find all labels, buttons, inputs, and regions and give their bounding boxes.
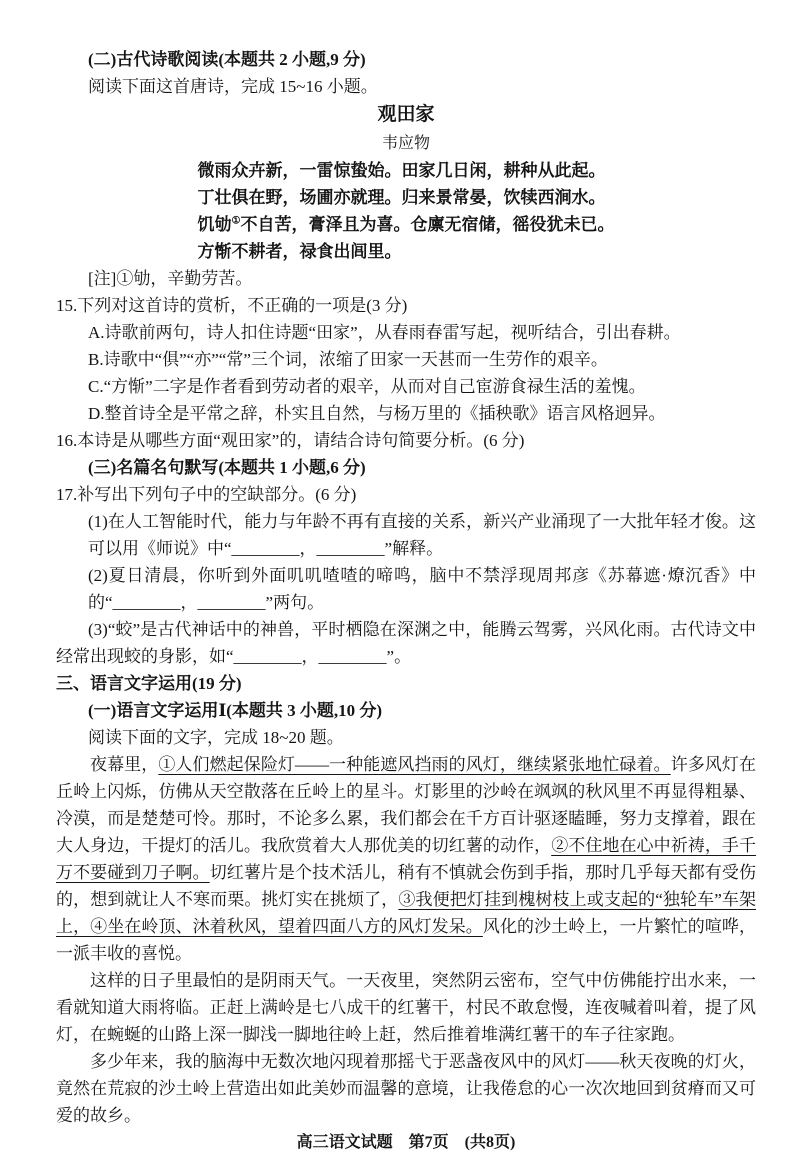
footer-page-total: (共8页) <box>464 1134 516 1151</box>
poem-line-4: 方惭不耕者，禄食出闾里。 <box>197 242 402 261</box>
poem-line-2: 丁壮俱在野，场圃亦就理。归来景常晏，饮犊西涧水。 <box>197 188 606 207</box>
question-15-option-c: C.“方惭”二字是作者看到劳动者的艰辛，从而对自己宦游食禄生活的羞愧。 <box>88 377 646 396</box>
question-16: 16.本诗是从哪些方面“观田家”的，请结合诗句简要分析。(6 分) <box>56 431 525 450</box>
passage-paragraph-3: 多少年来，我的脑海中无数次地闪现着那摇弋于恶盏夜风中的风灯——秋天夜晚的灯火，竟然在荒寂的沙土岭上营造出如此美妙而温馨的意境，让我倦怠的心一次次地回到贫瘠而又可爱的故乡。 <box>56 1052 756 1125</box>
question-15-option-d: D.整首诗全是平常之辞，朴实且自然，与杨万里的《插秧歌》语言风格迥异。 <box>88 404 666 423</box>
question-15-option-b: B.诗歌中“俱”“亦”“常”三个词，浓缩了田家一天甚而一生劳作的艰辛。 <box>88 350 608 369</box>
poem-author: 韦应物 <box>381 135 430 152</box>
poem-line-3: 饥劬①不自苦，膏泽且为喜。仓廪无宿储，徭役犹未已。 <box>197 215 615 234</box>
poem-line-1: 微雨众卉新，一雷惊蛰始。田家几日闲，耕种从此起。 <box>197 161 606 180</box>
question-17-stem: 17.补写出下列句子中的空缺部分。(6 分) <box>56 485 357 504</box>
question-15-option-a: A.诗歌前两句，诗人扣住诗题“田家”，从春雨春雷写起，视听结合，引出春耕。 <box>88 323 681 342</box>
poem-note: [注]①劬，辛勤劳苦。 <box>88 269 253 288</box>
language-use-1-heading: (一)语言文字运用Ⅰ(本题共 3 小题,10 分) <box>88 701 383 720</box>
footer-exam-title: 高三语文试题 <box>296 1134 393 1151</box>
passage-paragraph-1: 夜幕里，①人们燃起保险灯——一种能遮风挡雨的风灯，继续紧张地忙碌着。许多风灯在丘岭上闪烁，仿佛从天空散落在丘岭上的星斗。灯影里的沙岭在飒飒的秋风里不再显得粗暴、冷漠，而是楚楚可怜。那时，不论多么累，我们都会在千方百计驱逐瞌睡，努力支撑着，跟在大人身边，干提灯的活儿。我欣赏着大人那优美的切红薯的动作，②不住地在心中祈祷，手千万不要碰到刀子啊。切红薯片是个技术活儿，稍有不慎就会伤到手指，那时几乎每天都有受伤的，想到就让人不寒而栗。挑灯实在挑烦了，③我便把灯挂到槐树枝上或支起的“独轮车”车架上，④坐在岭顶、沐着秋风，望着四面八方的风灯发呆。风化的沙土岭上，一片繁忙的喧哗，一派丰收的喜悦。 <box>56 755 757 963</box>
section-dictation-heading: (三)名篇名句默写(本题共 1 小题,6 分) <box>88 458 366 477</box>
question-17-item-2: (2)夏日清晨，你听到外面叽叽喳喳的啼鸣，脑中不禁浮现周邦彦《苏幕遮·燎沉香》中的“________，________”两句。 <box>88 566 756 612</box>
poem-text <box>198 157 615 265</box>
section-poetry-heading: (二)古代诗歌阅读(本题共 2 小题,9 分) <box>88 50 366 69</box>
passage-paragraph-2: 这样的日子里最怕的是阴雨天气。一天夜里，突然阴云密布，空气中仿佛能拧出水来，一看就知道大雨将临。正赶上满岭是七八成干的红薯干，村民不敢怠慢，连夜喊着叫着，提了风灯，在蜿蜒的山路上深一脚浅一脚地往岭上赶，然后推着堆满红薯干的车子往家跑。 <box>56 971 756 1044</box>
part-three-heading: 三、语言文字运用(19 分) <box>56 674 242 693</box>
poetry-instruction: 阅读下面这首唐诗，完成 15~16 小题。 <box>88 77 378 96</box>
question-17-item-3: (3)“蛟”是古代神话中的神兽，平时栖隐在深渊之中，能腾云驾雾，兴风化雨。古代诗文中经常出现蛟的身影，如“________，________”。 <box>56 620 756 666</box>
footer-page-number: 第7页 <box>408 1134 449 1151</box>
question-17-item-1: (1)在人工智能时代，能力与年龄不再有直接的关系，新兴产业涌现了一大批年轻才俊。这可以用《师说》中“________，________”解释。 <box>88 512 756 558</box>
language-use-instruction: 阅读下面的文字，完成 18~20 题。 <box>88 728 344 747</box>
page-footer <box>56 1129 756 1156</box>
poem-title: 观田家 <box>377 104 435 125</box>
question-15-stem: 15.下列对这首诗的赏析，不正确的一项是(3 分) <box>56 296 408 315</box>
